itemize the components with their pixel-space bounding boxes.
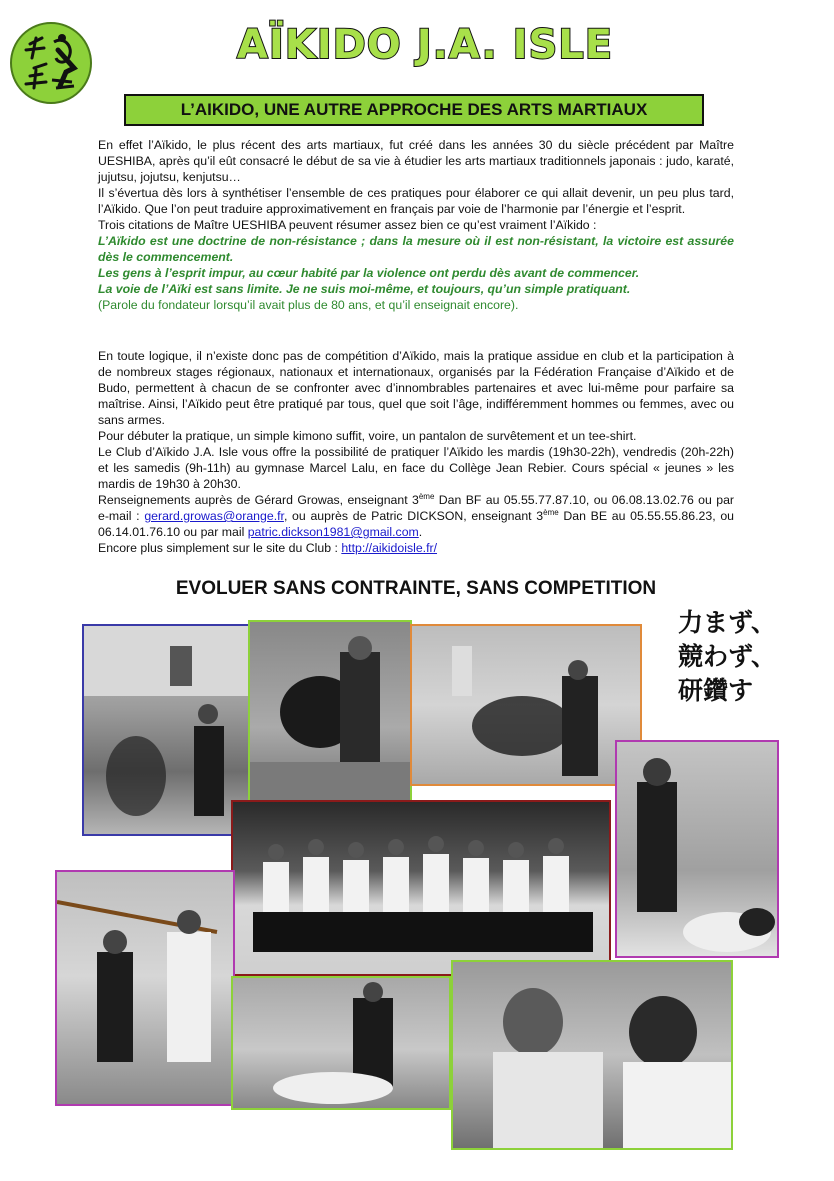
kanji-line-3: 研鑽す [678,676,754,705]
email-link-dickson[interactable]: patric.dickson1981@gmail.com [247,525,419,539]
intro-paragraph-1: En effet l’Aïkido, le plus récent des arts martiaux, fut créé dans les années 30 du siècle précédent par Maître UESHIBA, après qu’il eût consacré le début de sa vie à étudier les arts martiaux traditionnels japonais : judo, karaté, jujutsu, jojutsu, kenjutsu… [98,138,734,184]
site-paragraph [98,540,734,556]
photo-aerial-throw [248,620,412,816]
logo-calligraphy-icon [12,24,90,102]
quote-3-note: (Parole du fondateur lorsqu’il avait plus de 80 ans, et qu’il enseignait encore). [98,298,519,312]
kanji-line-1: 力まず、 [678,608,777,637]
kanji-line-2: 競わず、 [678,642,777,671]
subtitle-text: L’AIKIDO, UNE AUTRE APPROCHE DES ARTS MARTIAUX [180,100,648,119]
site-prefix: Encore plus simplement sur le site du Club : [98,541,342,555]
club-logo [10,22,92,104]
contact-text-c: , ou auprès de Patric DICKSON, enseignant 3 [283,509,544,523]
photo-wrist-lock [615,740,779,958]
quote-2: Les gens à l’esprit impur, au cœur habité par la violence ont perdu dès avant de commencer. [98,266,640,280]
intro-text [98,137,734,313]
contact-text-b: Dan BF au 05.55.77.87.10, ou 06.08.13.02.76 ou par e-mail : [98,493,735,523]
photo-hakama-throw [410,624,642,786]
quote-1: L’Aïkido est une doctrine de non-résistance ; dans la mesure où il est non-résistant, la victoire est assurée dès le commencement. [98,234,734,264]
section-title: EVOLUER SANS CONTRAINTE, SANS COMPETITION [175,578,657,599]
contact-text-e: . [418,525,423,539]
practice-paragraph-1: En toute logique, il n’existe donc pas de compétition d’Aïkido, mais la pratique assidue en club et la participation à de nombreux stages régionaux, nationaux et internationaux, organisés par la Fédération Française d’Aïkido et de Budo, permettent à chacun de se confronter avec d’innombrables partenaires et avec lui-même pour parfaire sa maîtrise. Ainsi, l’Aïkido peut être pratiqué par tous, quel que soit l’âge, indifféremment hommes ou femmes, avec ou sans armes. [98,349,734,427]
photo-group [231,800,611,976]
kanji-motto [678,606,788,708]
club-website-link[interactable]: http://aikidoisle.fr/ [341,541,438,555]
quote-3: La voie de l’Aïki est sans limite. Je ne suis moi-même, et toujours, qu’un simple pratiquant. [98,282,631,296]
superscript-2: ème [543,507,559,517]
intro-paragraph-2: Il s’évertua dès lors à synthétiser l’ensemble de ces pratiques pour élaborer ce qui allait devenir, un peu plus tard, l’Aïkido. Que l’on peut traduire approximativement en français par voie de l’harmonie par l’énergie et l’esprit. [98,186,734,216]
photo-dojo-throw [82,624,252,836]
page-title: AÏKIDO J.A. ISLE [236,22,614,68]
photo-pin-technique [231,976,451,1110]
superscript-1: ème [418,491,435,501]
subtitle-banner [124,94,704,126]
email-link-growas[interactable]: gerard.growas@orange.fr [144,509,284,523]
contact-text-a: Renseignements auprès de Gérard Growas, enseignant 3 [98,493,419,507]
contact-text-d: Dan BE au 05.55.55.86.23, ou 06.14.01.76.10 ou par mail [98,509,734,539]
practice-text [98,348,734,556]
practice-paragraph-3: Le Club d’Aïkido J.A. Isle vous offre la possibilité de pratiquer l’Aïkido les mardis (19h30-22h), vendredis (20h-22h) et les samedis (9h-11h) au gymnase Marcel Lalu, en face du Collège Jean Rebier. Cours spécial « jeunes » les mardis de 19h30 à 20h30. [98,445,734,491]
intro-paragraph-3: Trois citations de Maître UESHIBA peuvent résumer assez bien ce qu’est vraiment l’Aïkido : [98,218,597,232]
contact-paragraph [98,492,734,540]
photo-closeup-technique [451,960,733,1150]
practice-paragraph-2: Pour débuter la pratique, un simple kimono suffit, voire, un pantalon de survêtement et un tee-shirt. [98,429,637,443]
photo-weapons [55,870,235,1106]
